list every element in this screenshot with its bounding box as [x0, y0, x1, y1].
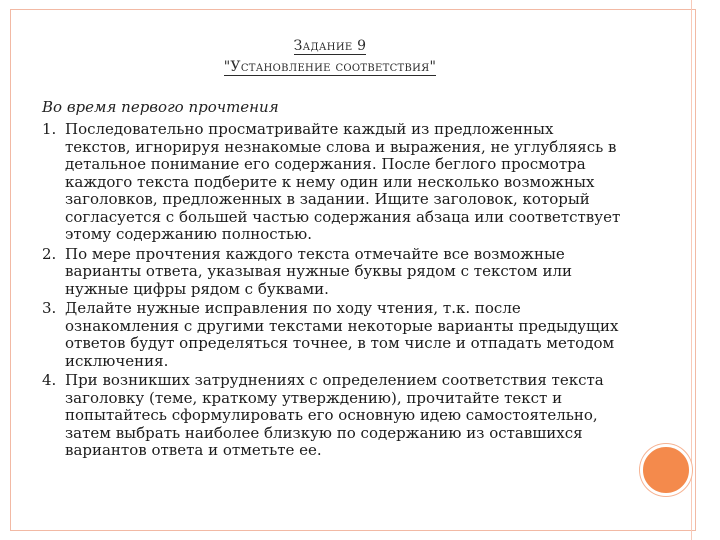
list-item [42, 121, 622, 244]
list-item-number: 1. [42, 120, 57, 138]
list-item-text: По мере прочтения каждого текста отмечайте все возможные варианты ответа, указывая нужные буквы рядом с текстом или нужные цифры рядом с буквами. [65, 244, 573, 298]
list-item-text: Делайте нужные исправления по ходу чтения, т.к. после ознакомления с другими текстами некоторые варианты предыдущих ответов будут определяться точнее, в том числе и отпадать методом исключения. [65, 299, 619, 370]
title-text-2: "Установление соответствия" [223, 59, 437, 75]
list-item-number: 4. [42, 371, 57, 389]
decorative-line [691, 0, 692, 540]
decorative-circle [640, 444, 692, 496]
list-item [42, 300, 622, 370]
list-item [42, 372, 622, 460]
list-item-text: При возникших затруднениях с определением соответствия текста заголовку (теме, краткому утверждению), прочитайте текст и попытайтесь сформулировать его основную идею самостоятельно, затем выбрать наиболее близкую по содержанию из оставшихся вариантов ответа и отметьте ее. [65, 371, 604, 459]
list-item-text: Последовательно просматривайте каждый из предложенных текстов, игнорируя незнакомые слова и выражения, не углубляясь в детальное понимание его содержания. После беглого просмотра каждого текста подберите к нему один или несколько возможных заголовков, предложенных в задании. Ищите заголовок, который согласуется с большей частью содержания абзаца или соответствует этому содержанию полностью. [65, 120, 621, 243]
list-item [42, 246, 622, 299]
subtitle: Во время первого прочтения [42, 98, 279, 116]
title-text-1: Задание 9 [293, 38, 367, 54]
list-item-number: 3. [42, 299, 57, 317]
slide-title-line-1 [0, 38, 660, 54]
slide-title-line-2 [0, 59, 660, 75]
instruction-list [42, 121, 622, 462]
list-item-number: 2. [42, 244, 57, 263]
